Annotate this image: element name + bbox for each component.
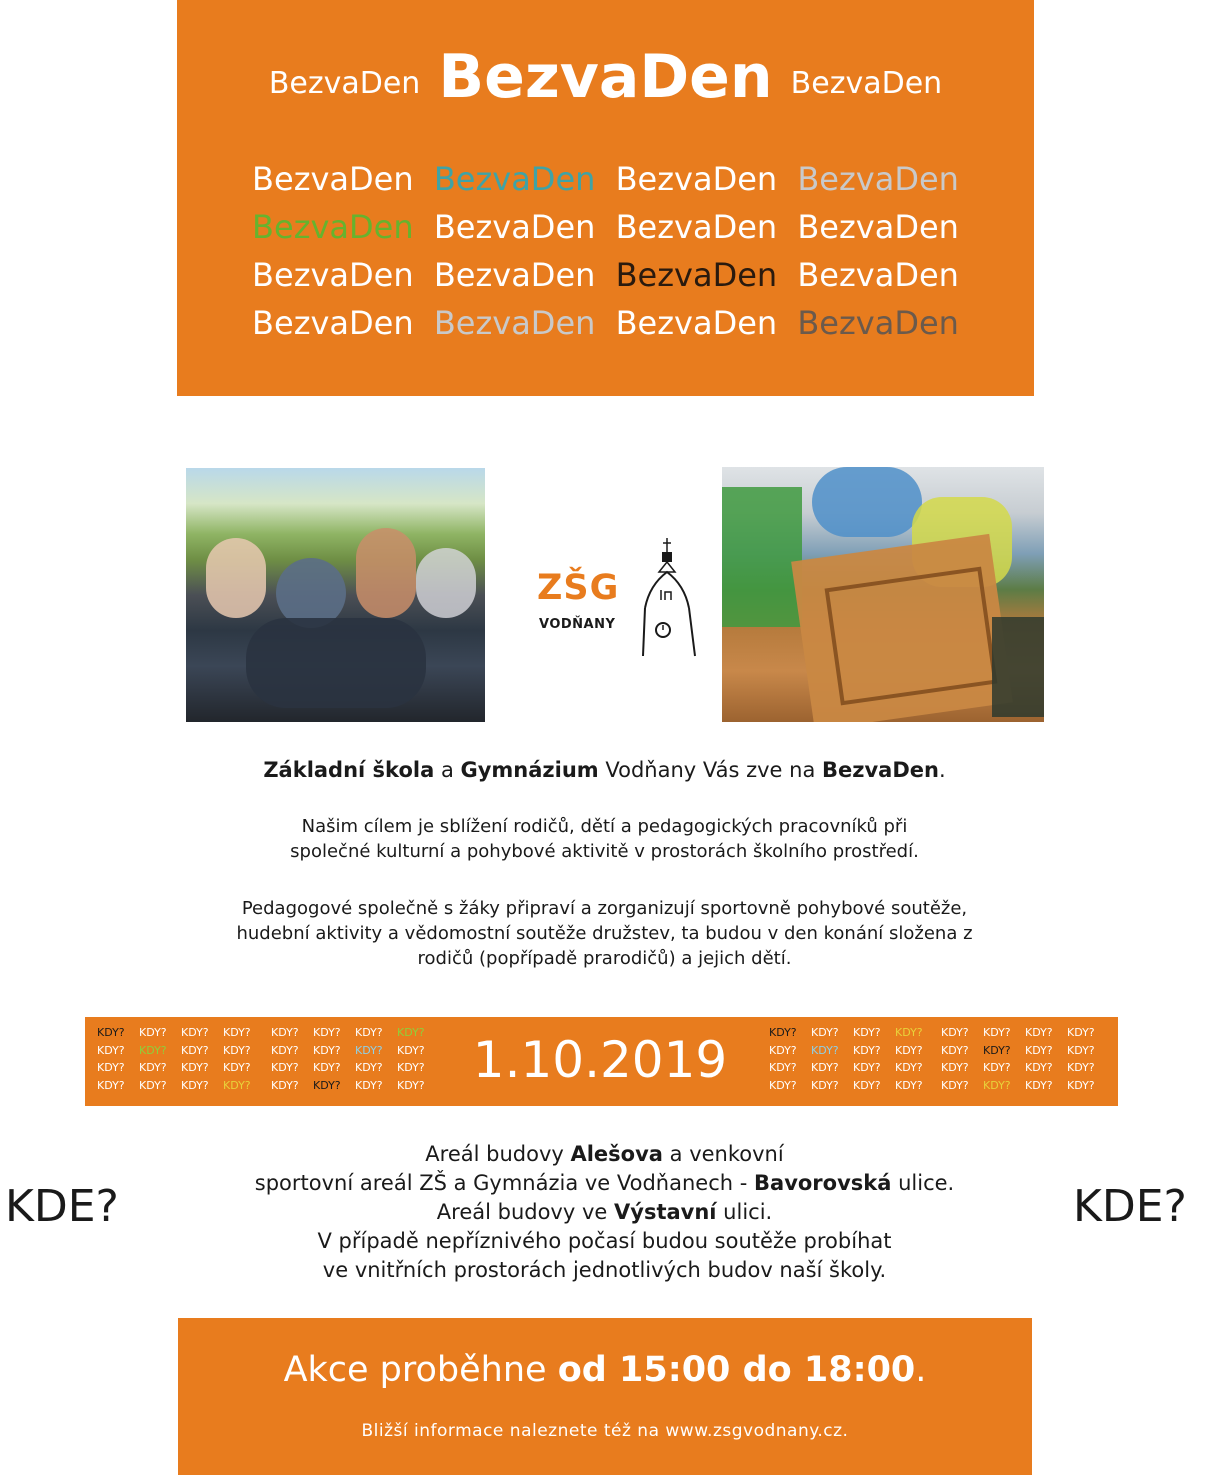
- intro-text: .: [938, 758, 946, 782]
- kdy-word: KDY?: [223, 1026, 251, 1039]
- kdy-word: KDY?: [397, 1078, 425, 1092]
- title-row: [177, 42, 1034, 112]
- logo-abbreviation: ZŠG: [537, 568, 620, 608]
- logo-town: VODŇANY: [539, 617, 616, 632]
- kdy-word: KDY?: [1025, 1026, 1053, 1039]
- kdy-word: KDY?: [355, 1043, 383, 1057]
- kdy-word: KDY?: [941, 1043, 969, 1057]
- time-text: Akce proběhne: [283, 1350, 558, 1390]
- footer-banner: [178, 1318, 1032, 1475]
- header-banner: [177, 0, 1034, 396]
- event-time: [178, 1350, 1032, 1390]
- kdy-word: KDY?: [853, 1043, 881, 1057]
- street-vystavni: Výstavní: [614, 1200, 717, 1224]
- kdy-word: KDY?: [313, 1061, 341, 1074]
- kdy-word: KDY?: [941, 1078, 969, 1092]
- where-label-left: KDE?: [5, 1181, 119, 1232]
- word-grid-row: [177, 304, 1034, 342]
- grid-word: BezvaDen: [252, 208, 414, 246]
- kdy-word: KDY?: [139, 1061, 167, 1074]
- kdy-word: KDY?: [1025, 1043, 1053, 1057]
- kdy-word: KDY?: [397, 1043, 425, 1057]
- grid-word: BezvaDen: [252, 256, 414, 294]
- kdy-word: KDY?: [941, 1061, 969, 1074]
- kdy-word: KDY?: [1067, 1043, 1095, 1057]
- kdy-word: KDY?: [769, 1026, 797, 1039]
- kdy-word: KDY?: [181, 1061, 209, 1074]
- location-text: [0, 1140, 1209, 1285]
- event-date: 1.10.2019: [472, 1031, 728, 1089]
- location-text-part: Areál budovy: [425, 1142, 571, 1166]
- church-tower-icon: [637, 538, 701, 660]
- kdy-grid: [941, 1024, 1109, 1094]
- kdy-word: KDY?: [895, 1078, 923, 1092]
- intro-text: a: [434, 758, 461, 782]
- kdy-word: KDY?: [223, 1061, 251, 1074]
- kdy-word: KDY?: [853, 1026, 881, 1039]
- kdy-word: KDY?: [181, 1026, 209, 1039]
- kdy-word: KDY?: [1067, 1061, 1095, 1074]
- photo-children-outdoor: [186, 468, 485, 722]
- title-small-right: BezvaDen: [790, 66, 943, 101]
- kdy-word: KDY?: [895, 1026, 923, 1039]
- location-line: V případě nepříznivého počasí budou soutěže probíhat: [317, 1229, 892, 1253]
- grid-word: BezvaDen: [252, 304, 414, 342]
- kdy-word: KDY?: [983, 1078, 1011, 1092]
- word-grid-row: [177, 208, 1034, 246]
- kdy-word: KDY?: [1067, 1078, 1095, 1092]
- kdy-word: KDY?: [397, 1061, 425, 1074]
- kdy-word: KDY?: [97, 1061, 125, 1074]
- grid-word: BezvaDen: [797, 304, 959, 342]
- kdy-grid: [769, 1024, 937, 1094]
- building-alesova: Alešova: [570, 1142, 663, 1166]
- location-text-part: Areál budovy ve: [436, 1200, 614, 1224]
- grid-word: BezvaDen: [433, 208, 596, 246]
- street-bavorovska: Bavorovská: [754, 1171, 892, 1195]
- kdy-word: KDY?: [769, 1061, 797, 1074]
- kdy-word: KDY?: [853, 1061, 881, 1074]
- kdy-word: KDY?: [895, 1061, 923, 1074]
- word-grid-row: [177, 256, 1034, 294]
- location-line: [0, 1140, 1209, 1169]
- kdy-word: KDY?: [983, 1026, 1011, 1039]
- kdy-word: KDY?: [355, 1061, 383, 1074]
- more-info: Bližší informace naleznete též na www.zsgvodnany.cz.: [361, 1421, 849, 1441]
- grid-word: BezvaDen: [433, 256, 596, 294]
- paragraph-goal: [0, 814, 1209, 864]
- kdy-word: KDY?: [271, 1043, 299, 1057]
- kdy-word: KDY?: [769, 1078, 797, 1092]
- title-small-left: BezvaDen: [268, 66, 421, 101]
- kdy-word: KDY?: [139, 1078, 167, 1092]
- intro-line: [0, 758, 1209, 782]
- kdy-word: KDY?: [313, 1026, 341, 1039]
- kdy-word: KDY?: [271, 1078, 299, 1092]
- kdy-word: KDY?: [1025, 1078, 1053, 1092]
- kdy-word: KDY?: [811, 1026, 839, 1039]
- kdy-word: KDY?: [895, 1043, 923, 1057]
- location-line: [0, 1169, 1209, 1198]
- kdy-word: KDY?: [223, 1043, 251, 1057]
- grid-word: BezvaDen: [615, 256, 778, 294]
- kdy-word: KDY?: [271, 1061, 299, 1074]
- grid-word: BezvaDen: [615, 208, 778, 246]
- location-text-part: ulice.: [891, 1171, 955, 1195]
- kdy-word: KDY?: [313, 1043, 341, 1057]
- kdy-word: KDY?: [983, 1061, 1011, 1074]
- text-line: Našim cílem je sblížení rodičů, dětí a pedagogických pracovníků při: [301, 816, 908, 837]
- kdy-word: KDY?: [1067, 1026, 1095, 1039]
- kdy-word: KDY?: [97, 1026, 125, 1039]
- kdy-grid: [97, 1024, 265, 1094]
- kdy-word: KDY?: [181, 1043, 209, 1057]
- kdy-word: KDY?: [271, 1026, 299, 1039]
- kdy-word: KDY?: [355, 1078, 383, 1092]
- kdy-grid: [271, 1024, 439, 1094]
- grid-word: BezvaDen: [433, 160, 596, 198]
- grid-word: BezvaDen: [797, 208, 959, 246]
- kdy-word: KDY?: [983, 1043, 1011, 1057]
- time-text: .: [915, 1350, 927, 1390]
- kdy-word: KDY?: [223, 1078, 251, 1092]
- grid-word: BezvaDen: [615, 304, 778, 342]
- word-grid-row: [177, 160, 1034, 198]
- kdy-word: KDY?: [355, 1026, 383, 1039]
- kdy-word: KDY?: [97, 1078, 125, 1092]
- where-label-right: KDE?: [1073, 1181, 1187, 1232]
- kdy-word: KDY?: [313, 1078, 341, 1092]
- kdy-word: KDY?: [397, 1026, 425, 1039]
- location-text-part: a venkovní: [662, 1142, 784, 1166]
- kdy-word: KDY?: [941, 1026, 969, 1039]
- text-line: společné kulturní a pohybové aktivitě v prostorách školního prostředí.: [290, 841, 919, 862]
- grid-word: BezvaDen: [797, 256, 959, 294]
- grid-word: BezvaDen: [433, 304, 596, 342]
- kdy-word: KDY?: [97, 1043, 125, 1057]
- text-line: Pedagogové společně s žáky připraví a zorganizují sportovně pohybové soutěže,: [241, 898, 968, 919]
- kdy-word: KDY?: [811, 1043, 839, 1057]
- location-line: ve vnitřních prostorách jednotlivých budov naší školy.: [322, 1258, 887, 1282]
- school-name: Základní škola: [263, 758, 435, 782]
- location-text-part: ulici.: [716, 1200, 773, 1224]
- grid-word: BezvaDen: [252, 160, 414, 198]
- school-logo: [533, 538, 703, 660]
- date-banner: [85, 1017, 1118, 1106]
- location-text-part: sportovní areál ZŠ a Gymnázia ve Vodňanech -: [254, 1171, 755, 1195]
- photo-children-maze-game: [722, 467, 1044, 722]
- kdy-word: KDY?: [811, 1078, 839, 1092]
- paragraph-activities: [0, 896, 1209, 971]
- gymnasium-name: Gymnázium: [460, 758, 599, 782]
- title-main: BezvaDen: [438, 42, 773, 112]
- kdy-word: KDY?: [181, 1078, 209, 1092]
- kdy-word: KDY?: [769, 1043, 797, 1057]
- text-line: hudební aktivity a vědomostní soutěže družstev, ta budou v den konání složena z: [236, 923, 973, 944]
- kdy-word: KDY?: [853, 1078, 881, 1092]
- location-line: [0, 1198, 1209, 1227]
- time-range: od 15:00 do 18:00: [557, 1350, 916, 1390]
- kdy-word: KDY?: [1025, 1061, 1053, 1074]
- event-name: BezvaDen: [822, 758, 939, 782]
- kdy-word: KDY?: [139, 1043, 167, 1057]
- text-line: rodičů (popřípadě prarodičů) a jejich dětí.: [417, 948, 792, 969]
- grid-word: BezvaDen: [797, 160, 959, 198]
- grid-word: BezvaDen: [615, 160, 778, 198]
- kdy-word: KDY?: [811, 1061, 839, 1074]
- intro-text: Vodňany Vás zve na: [598, 758, 822, 782]
- kdy-word: KDY?: [139, 1026, 167, 1039]
